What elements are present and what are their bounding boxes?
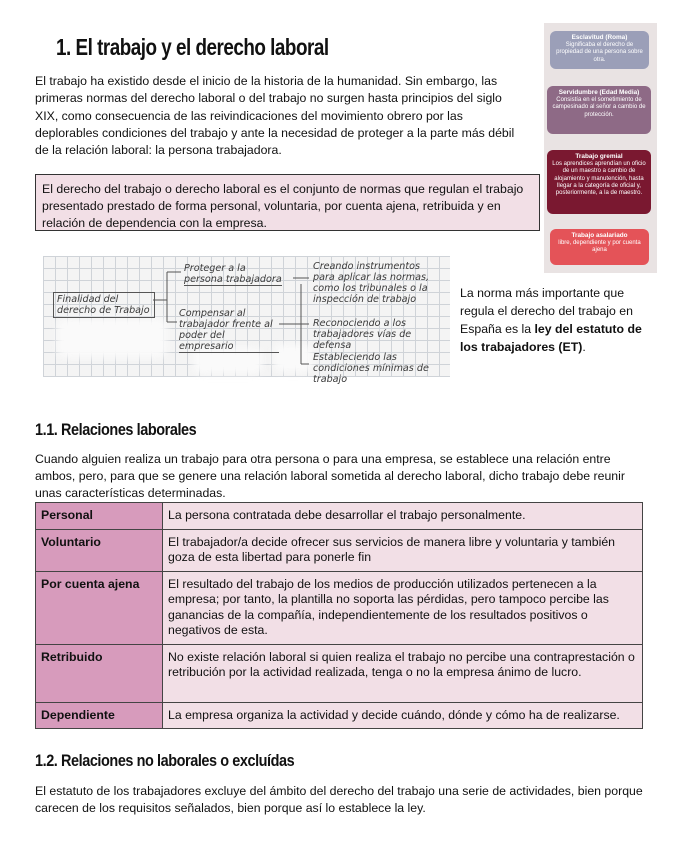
history-card-asalariado: Trabajo asalariado libre, dependiente y por cuenta ajena	[550, 229, 649, 265]
row-key: Por cuenta ajena	[36, 571, 163, 644]
section-1-2-text: El estatuto de los trabajadores excluye del ámbito del derecho del trabajo una serie de actividades, bien porque carecen de los requisitos señalados, bien porque así lo establece la ley.	[35, 784, 643, 815]
history-image	[544, 23, 657, 273]
row-key: Dependiente	[36, 702, 163, 729]
labor-relations-table	[35, 502, 643, 729]
row-key: Retribuido	[36, 644, 163, 702]
handwritten-notes-image	[43, 256, 450, 385]
table-row	[36, 644, 643, 702]
definition-box: El derecho del trabajo o derecho laboral es el conjunto de normas que regulan el trabajo presentado prestado de forma personal, voluntaria, por cuenta ajena, retribuida y en relación de dependencia con la empresa.	[35, 174, 540, 231]
table-row	[36, 503, 643, 530]
intro-paragraph: El trabajo ha existido desde el inicio de la historia de la humanidad. Sin embargo, las primeras normas del derecho laboral o del trabajo no surgen hasta principios del siglo XIX, como consecuencia de las reivindicaciones del movimiento obrero por las deplorables condiciones del trabajo y ante la necesidad de proteger a la parte más débil de la relación laboral: la persona trabajadora.	[35, 74, 515, 158]
history-card-servidumbre: Servidumbre (Edad Media) Consistía en el sometimiento de campesinado al señor a cambio de protección.	[547, 86, 651, 134]
table-row	[36, 702, 643, 729]
notes-connectors	[43, 256, 450, 377]
row-key: Personal	[36, 503, 163, 530]
section-1-1-text: Cuando alguien realiza un trabajo para otra persona o para una empresa, se establece una relación entre ambos, pero, para que se genere una relación laboral sometida al derecho laboral, dicho trabajo debe reunir unas características determinadas.	[35, 452, 625, 500]
table-row	[36, 571, 643, 644]
section-1-1-heading: 1.1. Relaciones laborales	[35, 420, 197, 439]
notes-root: Finalidad del derecho de Trabajo	[53, 292, 155, 318]
row-key: Voluntario	[36, 529, 163, 571]
history-card-gremial: Trabajo gremial Los aprendices aprendían un oficio de un maestro a cambio de alojamiento y manutención, hasta llegar a la categoría de oficial y, posteriormente, a la de maestro.	[547, 150, 651, 214]
page-title: 1. El trabajo y el derecho laboral	[56, 34, 329, 60]
row-value: El trabajador/a decide ofrecer sus servicios de manera libre y voluntaria y también goza de esta libertad para ponerle fin	[163, 529, 643, 571]
notes-branch-2: Compensar al trabajador frente al poder del empresario	[179, 308, 279, 353]
row-value: El resultado del trabajo de los medios de producción utilizados pertenecen a la empresa; por tanto, la plantilla no soporta las pérdidas, pero tampoco percibe las ganancias de la compañía, independientemente de los resultados positivos o negativos de esta.	[163, 571, 643, 644]
table-row	[36, 529, 643, 571]
notes-branch-1: Proteger a la persona trabajadora	[184, 263, 282, 285]
row-value: No existe relación laboral si quien realiza el trabajo no percibe una contraprestación o retribución por la actividad realizada, tenga o no la empresa ánimo de lucro.	[163, 644, 643, 702]
notes-leaf-2: Reconociendo a los trabajadores vías de defensa	[313, 318, 412, 351]
norma-text: La norma más importante que regula el derecho del trabajo en España es la ley del estatuto de los trabajadores (ET).	[460, 286, 642, 354]
history-card-esclavitud: Esclavitud (Roma) Significaba el derecho de propiedad de una persona sobre otra.	[550, 31, 649, 69]
notes-leaf-1: Creando instrumentos para aplicar las normas, como los tribunales o la inspección de trabajo	[313, 261, 430, 305]
notes-leaf-3: Estableciendo las condiciones mínimas de trabajo	[313, 352, 429, 385]
norma-bold: ley del estatuto de los trabajadores (ET)	[460, 322, 642, 354]
row-value: La persona contratada debe desarrollar el trabajo personalmente.	[163, 503, 643, 530]
row-value: La empresa organiza la actividad y decide cuándo, dónde y cómo ha de realizarse.	[163, 702, 643, 729]
section-1-2-heading: 1.2. Relaciones no laborales o excluídas	[35, 751, 295, 770]
